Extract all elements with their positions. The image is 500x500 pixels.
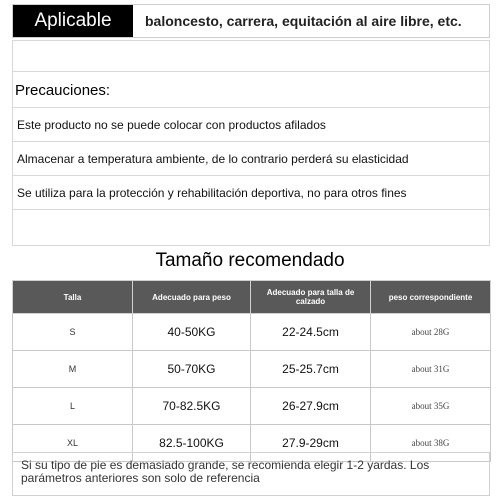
column-header: Talla — [13, 281, 133, 314]
cell-weight: 70-82.5KG — [133, 388, 251, 425]
applicable-value: baloncesto, carrera, equitación al aire libre, etc. — [145, 13, 462, 29]
cell-item-weight: about 31G — [371, 351, 491, 388]
table-row — [13, 388, 491, 425]
cell-weight: 50-70KG — [133, 351, 251, 388]
divider — [13, 175, 489, 176]
applicable-row — [12, 4, 490, 38]
cell-size: S — [13, 314, 133, 351]
table-header-row — [13, 281, 491, 314]
cell-item-weight: about 28G — [371, 314, 491, 351]
cell-shoe-size: 25-25.7cm — [251, 351, 371, 388]
divider — [13, 107, 489, 108]
column-header: Adecuado para talla de calzado — [251, 281, 371, 314]
cell-size: L — [13, 388, 133, 425]
size-table-title: Tamaño recomendado — [155, 250, 345, 271]
applicable-label: Aplicable — [13, 5, 133, 37]
cell-item-weight: about 35G — [371, 388, 491, 425]
cell-shoe-size: 22-24.5cm — [251, 314, 371, 351]
column-header: Adecuado para peso — [133, 281, 251, 314]
divider — [13, 71, 489, 72]
reference-note: Si su tipo de pie es demasiado grande, se recomienda elegir 1-2 yardas. Los parámetros anteriores son solo de referencia — [12, 452, 490, 496]
size-table — [12, 280, 491, 462]
column-header: peso correspondiente — [371, 281, 491, 314]
cell-shoe-size: 26-27.9cm — [251, 388, 371, 425]
precaution-item: Se utiliza para la protección y rehabilitación deportiva, no para otros fines — [17, 186, 407, 200]
precaution-item: Almacenar a temperatura ambiente, de lo contrario perderá su elasticidad — [17, 152, 409, 166]
precautions-box — [12, 40, 490, 246]
divider — [13, 209, 489, 210]
cell-weight: 40-50KG — [133, 314, 251, 351]
cell-size: M — [13, 351, 133, 388]
cell-shoe-size: 27.9-29cm — [251, 425, 371, 462]
precautions-title: Precauciones: — [15, 82, 111, 99]
precaution-item: Este producto no se puede colocar con productos afilados — [17, 118, 326, 132]
table-row — [13, 314, 491, 351]
cell-weight: 82.5-100KG — [133, 425, 251, 462]
divider — [13, 141, 489, 142]
cell-item-weight: about 38G — [371, 425, 491, 462]
table-row — [13, 351, 491, 388]
cell-size: XL — [13, 425, 133, 462]
